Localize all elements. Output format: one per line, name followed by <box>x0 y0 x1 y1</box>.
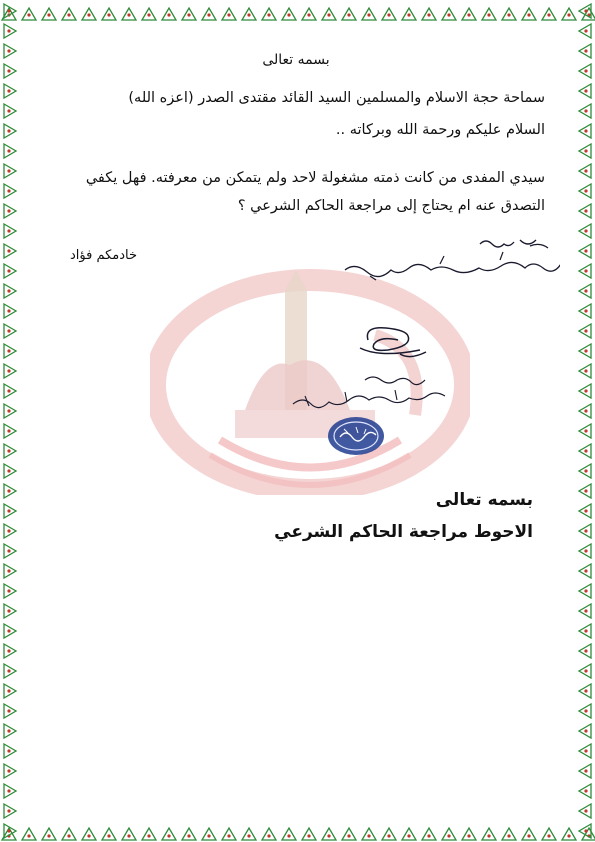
handwritten-reply <box>330 232 560 292</box>
border-arch-motif <box>522 8 536 20</box>
border-arch-motif <box>579 4 591 18</box>
border-arch-motif <box>42 8 56 20</box>
border-arch-motif <box>122 828 136 840</box>
border-arch-motif <box>222 828 236 840</box>
border-arch-motif <box>502 8 516 20</box>
official-seal-stamp-icon <box>326 415 386 457</box>
border-arch-motif <box>579 824 591 838</box>
border-arch-motif <box>579 544 591 558</box>
border-arch-motif <box>579 164 591 178</box>
border-arch-motif <box>162 8 176 20</box>
border-arch-motif <box>282 8 296 20</box>
letter-question-line-1: سيدي المفدى من كانت ذمته مشغولة لاحد ولم يتمكن من معرفته. فهل يكفي <box>85 170 545 186</box>
border-arch-motif <box>182 828 196 840</box>
border-arch-motif <box>242 8 256 20</box>
border-arch-motif <box>579 124 591 138</box>
border-arch-motif <box>102 828 116 840</box>
border-arch-motif <box>4 824 16 838</box>
border-arch-motif <box>579 144 591 158</box>
border-arch-motif <box>579 784 591 798</box>
border-arch-motif <box>4 424 16 438</box>
border-arch-motif <box>142 8 156 20</box>
border-arch-motif <box>579 764 591 778</box>
border-arch-motif <box>162 828 176 840</box>
letter-greeting: السلام عليكم ورحمة الله وبركاته .. <box>335 122 545 138</box>
border-arch-motif <box>4 284 16 298</box>
border-arch-motif <box>579 604 591 618</box>
border-arch-motif <box>4 764 16 778</box>
border-arch-motif <box>382 828 396 840</box>
border-arch-motif <box>442 8 456 20</box>
border-arch-motif <box>4 484 16 498</box>
border-arch-motif <box>82 8 96 20</box>
answer-text: الاحوط مراجعة الحاكم الشرعي <box>274 522 533 542</box>
signature-name-date <box>285 370 450 415</box>
border-arch-motif <box>579 424 591 438</box>
border-arch-motif <box>579 444 591 458</box>
border-arch-motif <box>302 8 316 20</box>
border-arch-motif <box>542 8 556 20</box>
border-arch-motif <box>322 828 336 840</box>
border-arch-motif <box>4 724 16 738</box>
border-arch-motif <box>4 204 16 218</box>
border-arch-motif <box>579 464 591 478</box>
border-arch-motif <box>362 828 376 840</box>
border-arch-motif <box>579 584 591 598</box>
border-arch-motif <box>579 304 591 318</box>
border-arch-motif <box>579 644 591 658</box>
border-arch-motif <box>62 828 76 840</box>
border-top-pattern <box>0 0 595 22</box>
border-arch-motif <box>4 464 16 478</box>
border-arch-motif <box>4 44 16 58</box>
border-arch-motif <box>4 104 16 118</box>
border-arch-motif <box>579 224 591 238</box>
border-arch-motif <box>402 828 416 840</box>
border-arch-motif <box>4 444 16 458</box>
border-arch-motif <box>579 804 591 818</box>
border-arch-motif <box>579 624 591 638</box>
border-arch-motif <box>242 828 256 840</box>
signature-scribble <box>330 318 450 368</box>
border-arch-motif <box>579 404 591 418</box>
border-arch-motif <box>222 8 236 20</box>
border-arch-motif <box>579 384 591 398</box>
border-arch-motif <box>142 828 156 840</box>
border-arch-motif <box>382 8 396 20</box>
letter-sender: خادمكم فؤاد <box>70 248 138 263</box>
border-arch-motif <box>579 344 591 358</box>
border-arch-motif <box>4 4 16 18</box>
border-arch-motif <box>82 828 96 840</box>
border-arch-motif <box>462 828 476 840</box>
border-arch-motif <box>4 264 16 278</box>
border-arch-motif <box>579 44 591 58</box>
border-arch-motif <box>62 8 76 20</box>
border-arch-motif <box>4 804 16 818</box>
border-arch-motif <box>579 184 591 198</box>
border-arch-motif <box>542 828 556 840</box>
border-arch-motif <box>4 344 16 358</box>
border-arch-motif <box>4 364 16 378</box>
border-arch-motif <box>4 124 16 138</box>
border-arch-motif <box>579 84 591 98</box>
border-arch-motif <box>4 84 16 98</box>
border-arch-motif <box>4 564 16 578</box>
border-arch-motif <box>362 8 376 20</box>
border-arch-motif <box>4 324 16 338</box>
border-arch-motif <box>579 244 591 258</box>
border-arch-motif <box>262 8 276 20</box>
border-arch-motif <box>579 324 591 338</box>
border-arch-motif <box>282 828 296 840</box>
border-arch-motif <box>402 8 416 20</box>
border-arch-motif <box>322 8 336 20</box>
border-arch-motif <box>22 8 36 20</box>
border-arch-motif <box>4 624 16 638</box>
border-arch-motif <box>579 364 591 378</box>
border-arch-motif <box>4 664 16 678</box>
border-bottom-pattern <box>0 820 595 842</box>
border-arch-motif <box>579 524 591 538</box>
border-arch-motif <box>579 24 591 38</box>
border-arch-motif <box>579 104 591 118</box>
border-arch-motif <box>4 684 16 698</box>
letter-address: سماحة حجة الاسلام والمسلمين السيد القائد مقتدى الصدر (اعزه الله) <box>128 90 545 106</box>
border-arch-motif <box>342 8 356 20</box>
border-arch-motif <box>262 828 276 840</box>
border-arch-motif <box>482 8 496 20</box>
border-arch-motif <box>202 828 216 840</box>
border-arch-motif <box>202 8 216 20</box>
border-arch-motif <box>4 384 16 398</box>
border-arch-motif <box>4 504 16 518</box>
border-arch-motif <box>4 24 16 38</box>
border-arch-motif <box>4 404 16 418</box>
border-arch-motif <box>502 828 516 840</box>
letter-heading: بسمه تعالى <box>262 52 330 68</box>
border-arch-motif <box>4 244 16 258</box>
border-arch-motif <box>4 784 16 798</box>
border-arch-motif <box>482 828 496 840</box>
border-arch-motif <box>342 828 356 840</box>
border-arch-motif <box>579 724 591 738</box>
border-arch-motif <box>42 828 56 840</box>
border-arch-motif <box>579 204 591 218</box>
border-arch-motif <box>22 828 36 840</box>
border-arch-motif <box>4 304 16 318</box>
border-arch-motif <box>182 8 196 20</box>
border-arch-motif <box>4 584 16 598</box>
border-arch-motif <box>4 704 16 718</box>
border-arch-motif <box>579 484 591 498</box>
border-arch-motif <box>4 64 16 78</box>
border-arch-motif <box>579 264 591 278</box>
border-arch-motif <box>4 524 16 538</box>
border-arch-motif <box>579 564 591 578</box>
border-arch-motif <box>579 664 591 678</box>
border-arch-motif <box>4 184 16 198</box>
border-left-pattern <box>0 0 22 842</box>
border-arch-motif <box>4 604 16 618</box>
border-arch-motif <box>4 224 16 238</box>
answer-heading: بسمه تعالى <box>435 490 533 510</box>
border-arch-motif <box>522 828 536 840</box>
border-arch-motif <box>579 704 591 718</box>
letter-question-line-2: التصدق عنه ام يحتاج إلى مراجعة الحاكم الشرعي ؟ <box>237 198 545 214</box>
border-right-pattern <box>573 0 595 842</box>
border-arch-motif <box>579 744 591 758</box>
border-arch-motif <box>122 8 136 20</box>
border-arch-motif <box>579 684 591 698</box>
border-arch-motif <box>302 828 316 840</box>
border-arch-motif <box>4 164 16 178</box>
border-arch-motif <box>422 8 436 20</box>
border-arch-motif <box>462 8 476 20</box>
border-arch-motif <box>4 644 16 658</box>
border-arch-motif <box>579 504 591 518</box>
border-arch-motif <box>4 144 16 158</box>
border-arch-motif <box>102 8 116 20</box>
border-arch-motif <box>442 828 456 840</box>
border-arch-motif <box>422 828 436 840</box>
border-arch-motif <box>4 744 16 758</box>
border-arch-motif <box>579 64 591 78</box>
border-arch-motif <box>4 544 16 558</box>
border-arch-motif <box>579 284 591 298</box>
